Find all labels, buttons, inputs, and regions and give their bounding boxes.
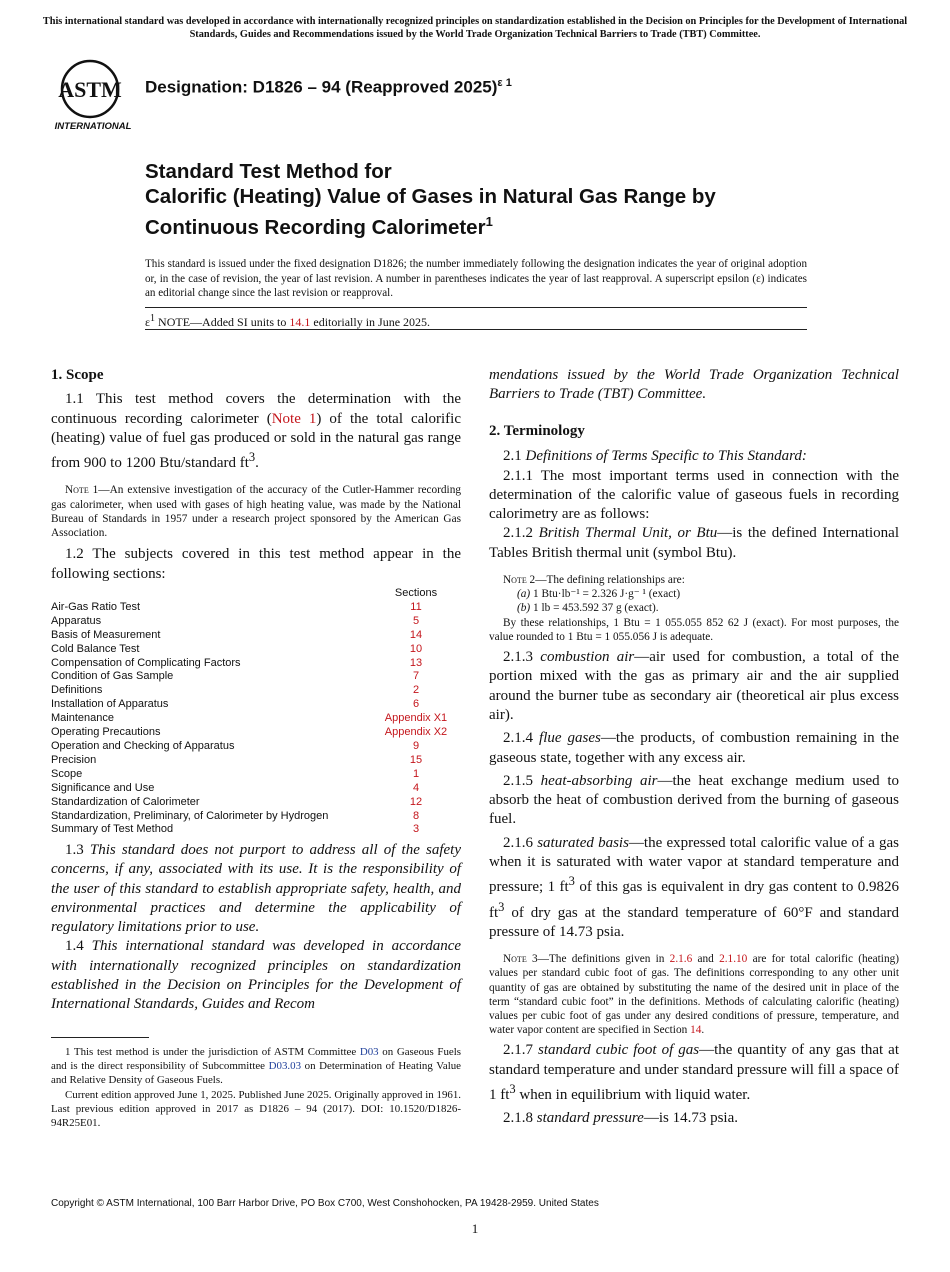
term: saturated basis [537, 834, 629, 851]
text: —is the defined International Tables British thermal unit (symbol Btu). [489, 525, 899, 561]
text: —the quantity of any gas that at standard temperature and under standard pressure will fill a space of 1 ft [489, 1042, 900, 1104]
text: on Determination of Heating Value and Relative Density of Gaseous Fuels. [51, 1059, 462, 1086]
toc-item-section-link[interactable]: 8 [412, 809, 420, 822]
footnote-edition: Current edition approved June 1, 2025. Published June 2025. Originally approved in 1961. Last previous edition approved in 2017 as D1826 – 94 (2017). DOI: 10.1520/D1826-94R25E01. [51, 1088, 461, 1129]
toc-row [51, 740, 461, 754]
copyright: Copyright © ASTM International, 100 Barr Harbor Drive, PO Box C700, West Conshohocken, PA 19428-2959. United States [51, 1198, 599, 1209]
item-label: (a) [517, 588, 531, 601]
sections-table [51, 587, 461, 837]
footnote [51, 1046, 461, 1130]
designation-epsilon: ε 1 [497, 77, 512, 89]
text: 2.1.3 [503, 649, 541, 666]
toc-item-section-link[interactable]: 7 [412, 670, 420, 683]
text: —the heat exchange medium used to absorb the heat of combustion derived from the burning of gaseous fuel. [489, 772, 900, 828]
toc-item-section-link[interactable]: 14 [409, 628, 423, 641]
paragraph-2-1-6 [489, 834, 899, 942]
paragraph-2-1-7 [489, 1041, 899, 1105]
toc-item-name: Installation of Apparatus [51, 698, 169, 711]
toc-item-name: Basis of Measurement [51, 628, 161, 641]
text: 2.1.6 [503, 834, 538, 851]
epsilon-sup: 1 [150, 313, 156, 324]
toc-item-section-link[interactable]: Appendix X2 [384, 726, 448, 739]
document-title [145, 159, 865, 240]
paragraph-1-2: 1.2 The subjects covered in this test method appear in the following sections: [51, 546, 461, 582]
astm-logo [52, 58, 136, 132]
text: on Gaseous Fuels and is the direct responsibility of Subcommittee [51, 1046, 462, 1072]
text: . [255, 455, 259, 472]
toc-item-name: Standardization of Calorimeter [51, 795, 200, 808]
footnote-divider [51, 1037, 149, 1038]
link-14-1[interactable]: 14.1 [289, 315, 311, 329]
text: Definitions of Terms Specific to This Standard: [525, 448, 807, 465]
note-label: NOTE—Added SI units to [155, 315, 290, 329]
designation-text: Designation: D1826 – 94 (Reapproved 2025) [145, 77, 498, 97]
note-text: 3—The definitions given in [526, 953, 670, 966]
text: 2.1.4 [503, 730, 540, 747]
toc-item-section-link[interactable]: 6 [412, 698, 420, 711]
note-text: 1—An extensive investigation of the accuracy of the Cutler-Hammer recording gas calorimeter, when used with gases of high heating value, was made by the National Bureau of Standards in 1957 under a research project sponsored by the American Gas Association. [51, 484, 461, 540]
toc-item-section-link[interactable]: Appendix X1 [384, 712, 448, 725]
link-2-1-10[interactable]: 2.1.10 [719, 953, 748, 966]
left-column [51, 366, 461, 584]
title-line-1: Standard Test Method for [145, 160, 392, 183]
paragraph-1-4 [51, 937, 461, 1014]
paragraph-1-1 [51, 390, 461, 473]
toc-row [51, 643, 461, 657]
note-suffix: editorially in June 2025. [310, 315, 431, 329]
right-column [489, 416, 899, 1129]
paragraph-2-1-1: 2.1.1 The most important terms used in connection with the determination of the calorific value of gaseous fuels in recording calorimetry are as follows: [489, 467, 899, 523]
term: combustion air [540, 649, 635, 666]
toc-item-name: Apparatus [51, 614, 102, 627]
text: —air used for combustion, a total of the portion mixed with the gas as primary air and the air supplied around the burner tube as secondary air (theoretical air plus excess air). [489, 649, 899, 723]
note-text: and [692, 953, 720, 966]
toc-item-section-link[interactable]: 11 [410, 600, 422, 613]
sup: 3 [248, 450, 256, 465]
toc-row [51, 712, 461, 726]
toc-row [51, 657, 461, 671]
toc-row [51, 726, 461, 740]
toc-item-section-link[interactable]: 15 [409, 753, 423, 766]
left-column-lower [51, 841, 461, 1015]
term: British Thermal Unit, or Btu [538, 525, 718, 542]
page-number: 1 [471, 1221, 479, 1236]
note-label: Note [503, 953, 527, 966]
toc-row [51, 629, 461, 643]
paragraph-2-1-5 [489, 772, 899, 830]
toc-item-name: Standardization, Preliminary, of Calorimeter by Hydrogen [51, 809, 329, 822]
text: —the products, of combustion remaining in the gaseous state, together with any excess air. [489, 730, 900, 766]
toc-item-section-link[interactable]: 5 [412, 614, 420, 627]
text: 2.1.8 [503, 1110, 537, 1127]
toc-item-section-link[interactable]: 10 [409, 642, 423, 655]
text: of this gas is equivalent in dry gas content to 0.9826 ft [489, 879, 899, 921]
section-heading-terminology: 2. Terminology [489, 423, 585, 439]
note-label: Note [65, 484, 89, 497]
toc-row [51, 768, 461, 782]
toc-item-name: Precision [51, 753, 97, 766]
section-heading-scope: 1. Scope [51, 367, 104, 383]
divider [145, 307, 807, 308]
toc-row [51, 670, 461, 684]
toc-item-section-link[interactable]: 12 [409, 795, 423, 808]
note-text: By these relationships, 1 Btu = 1 055.055 852 62 J (exact). For most purposes, the value rounded to 1 Btu = 1 055.056 J is adequate. [489, 616, 899, 643]
toc-item-name: Cold Balance Test [51, 642, 140, 655]
toc-row [51, 823, 461, 837]
text: when in equilibrium with liquid water. [515, 1087, 751, 1104]
toc-item-section-link[interactable]: 2 [412, 684, 420, 697]
toc-item-name: Scope [51, 767, 83, 780]
sup: 3 [509, 1082, 516, 1097]
text: 1 This test method is under the jurisdiction of ASTM Committee [65, 1046, 360, 1058]
sup: 3 [498, 899, 505, 914]
toc-row [51, 810, 461, 824]
logo-mark: ASTM [58, 77, 122, 102]
toc-row [51, 684, 461, 698]
link-d03-03[interactable]: D03.03 [268, 1059, 302, 1072]
paragraph-2-1-4 [489, 729, 899, 768]
paragraph-2-1 [489, 447, 899, 466]
divider [145, 329, 807, 330]
toc-item-name: Operating Precautions [51, 726, 161, 739]
title-footnote-mark: 1 [485, 214, 493, 229]
paragraph-2-1-3 [489, 648, 899, 725]
text: 2.1.5 [503, 772, 541, 789]
text: —the expressed total calorific value of a gas when it is saturated with water vapor at standard temperature and pressure; 1 ft [489, 834, 900, 896]
toc-row [51, 615, 461, 629]
term: heat-absorbing air [540, 772, 658, 789]
toc-item-section-link[interactable]: 9 [412, 739, 420, 752]
sections-header: Sections [394, 587, 438, 599]
text: 2.1.7 [503, 1042, 538, 1059]
note-text: 1 Btu·lb⁻¹ = 2.326 J·g⁻ ¹ (exact) [530, 588, 681, 601]
toc-item-name: Operation and Checking of Apparatus [51, 739, 235, 752]
paragraph-1-4-continued [489, 366, 899, 405]
toc-item-name: Maintenance [51, 712, 114, 725]
term: standard cubic foot of gas [538, 1042, 700, 1059]
paragraph-1-3 [51, 841, 461, 937]
note-2 [489, 573, 899, 644]
footnote-1 [51, 1046, 461, 1088]
disclaimer: This international standard was developed in accordance with internationally recognized principles on standardization established in the Decision on Principles for the Development of International Standards, Guides and Recommendations issued by the World Trade Organization Technical Barriers to Trade (TBT) Committee. [42, 16, 908, 40]
toc-item-name: Compensation of Complicating Factors [51, 656, 241, 669]
paragraph-2-1-8 [489, 1109, 899, 1128]
designation [145, 77, 512, 98]
text: 1.1 This test method covers the determination with the continuous recording calorimeter ( [51, 391, 461, 427]
issuance-statement: This standard is issued under the fixed designation D1826; the number immediately following the designation indicates the year of original adoption or, in the case of revision, the year of last revision. A number in parentheses indicates the year of last reapproval. A superscript epsilon (ε) indicates an editorial change since the last revision or reapproval. [145, 258, 807, 300]
toc-item-section-link[interactable]: 1 [412, 767, 420, 780]
epsilon-symbol: ε [145, 315, 151, 329]
text: 2.1 [503, 448, 526, 465]
text: of dry gas at the standard temperature of 60°F and standard pressure of 14.73 psia. [489, 904, 899, 940]
text: —is 14.73 psia. [643, 1110, 739, 1127]
editorial-note [145, 313, 430, 330]
link-2-1-6[interactable]: 2.1.6 [669, 953, 693, 966]
note-text: are for total calorific (heating) values per standard cubic foot of gas. The definitions corresponding to any other unit quantity of gas are obtained by substituting the name of the desired unit in place of the term “standard cubic foot” in the definitions. Methods of calculating calorific (heating) values per cubic foot of gas under any desired conditions of pressure, temperature, and water vapor content are specified in Section [489, 953, 899, 1037]
note-text: . [701, 1024, 705, 1037]
link-section-14[interactable]: 14 [690, 1024, 702, 1037]
toc-row [51, 796, 461, 810]
title-line-3: Continuous Recording Calorimeter [145, 215, 486, 239]
text: This standard does not purport to address all of the safety concerns, if any, associated with its use. It is the responsibility of the user of this standard to establish appropriate safety, health, and environmental practices and determine the applicability of regulatory limitations prior to use. [51, 842, 462, 936]
toc-item-section-link[interactable]: 3 [412, 823, 420, 836]
note-3 [489, 952, 899, 1037]
toc-row [51, 601, 461, 615]
toc-item-name: Summary of Test Method [51, 823, 174, 836]
toc-item-name: Condition of Gas Sample [51, 670, 174, 683]
link-d03[interactable]: D03 [359, 1046, 379, 1058]
toc-item-section-link[interactable]: 4 [412, 781, 420, 794]
toc-item-name: Significance and Use [51, 781, 155, 794]
toc-row [51, 782, 461, 796]
term: standard pressure [536, 1110, 644, 1127]
title-line-2: Calorific (Heating) Value of Gases in Natural Gas Range by [145, 185, 716, 208]
toc-item-name: Air-Gas Ratio Test [51, 600, 141, 613]
text: 1.3 [65, 842, 90, 858]
text: This international standard was developed in accordance with internationally recognized principles on standardization established in the Decision on Principles for the Development of International Standards, Guides and Recom [51, 938, 462, 1013]
note-label: Note [503, 574, 527, 587]
sup: 3 [568, 874, 575, 889]
note-1 [51, 483, 461, 540]
note-text: 1 lb = 453.592 37 g (exact). [530, 602, 659, 615]
logo-caption: INTERNATIONAL [54, 121, 132, 132]
text: 1.4 [65, 938, 92, 955]
term: flue gases [539, 730, 601, 747]
toc-item-section-link[interactable]: 13 [409, 656, 423, 669]
text: mendations issued by the World Trade Organization Technical Barriers to Trade (TBT) Committee. [489, 367, 899, 403]
link-note-1[interactable]: Note 1 [271, 410, 317, 427]
toc-row [51, 698, 461, 712]
paragraph-2-1-2 [489, 524, 899, 563]
toc-item-name: Definitions [51, 684, 103, 697]
toc-row [51, 754, 461, 768]
text: ) of the total calorific (heating) value of fuel gas produced or sold in the natural gas range from 900 to 1200 Btu/standard ft [51, 410, 461, 472]
text: 2.1.2 [503, 525, 539, 542]
item-label: (b) [517, 602, 531, 615]
note-text: 2—The defining relationships are: [526, 574, 685, 587]
